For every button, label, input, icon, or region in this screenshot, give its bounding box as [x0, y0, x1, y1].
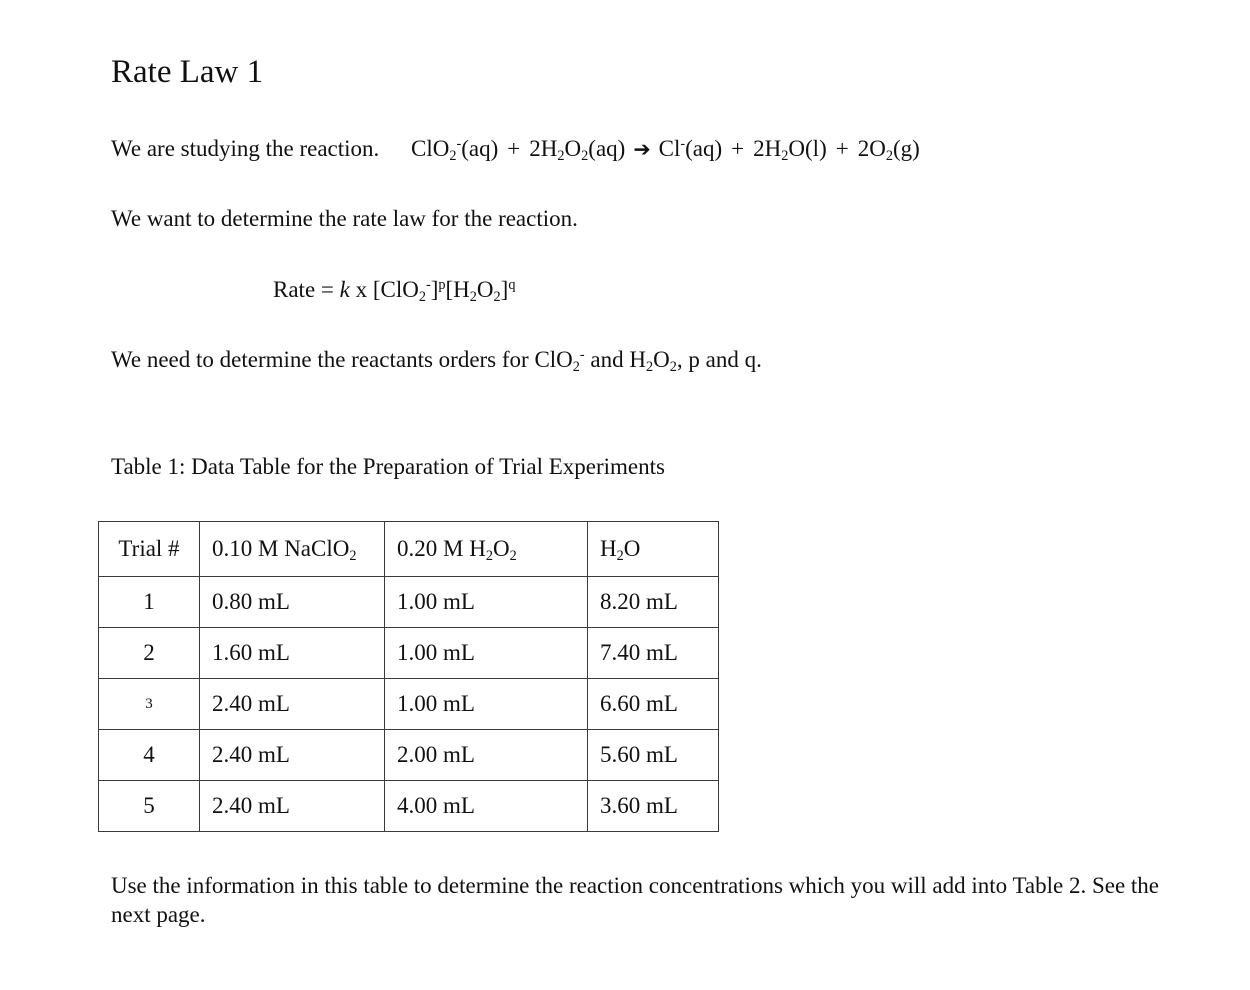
trial-number: 1 — [99, 577, 200, 628]
table-row — [99, 730, 719, 781]
goal-text: We want to determine the rate law for the reaction. — [111, 206, 578, 231]
h2o2-volume: 1.00 mL — [385, 628, 588, 679]
h2o2-volume: 1.00 mL — [385, 679, 588, 730]
table-header-row — [99, 522, 719, 577]
table-caption: Table 1: Data Table for the Preparation of Trial Experiments — [111, 454, 665, 479]
h2o2-volume: 1.00 mL — [385, 577, 588, 628]
water-volume: 8.20 mL — [588, 577, 719, 628]
trial-number: 4 — [99, 730, 200, 781]
page-title: Rate Law 1 — [111, 54, 264, 90]
water-volume: 6.60 mL — [588, 679, 719, 730]
trial-number: 3 — [99, 679, 200, 730]
naclo2-volume: 1.60 mL — [200, 628, 385, 679]
reaction-line — [111, 134, 920, 164]
naclo2-volume: 0.80 mL — [200, 577, 385, 628]
trial-data-table — [98, 521, 719, 832]
h2o2-volume: 2.00 mL — [385, 730, 588, 781]
water-volume: 5.60 mL — [588, 730, 719, 781]
table-row — [99, 628, 719, 679]
table-row — [99, 577, 719, 628]
header-trial: Trial # — [99, 522, 200, 577]
reaction-equation: $ClO_2^-(aq) + 2H_2O_2(aq)$ ➔ $Cl^-(aq) + 2H_2O(l) + 2O_2(g)$ — [411, 136, 920, 164]
footer-instructions: Use the information in this table to determine the reaction concentrations which you will add into Table 2. See the next page. — [111, 873, 1160, 927]
naclo2-volume: 2.40 mL — [200, 781, 385, 832]
naclo2-volume: 2.40 mL — [200, 679, 385, 730]
water-volume: 3.60 mL — [588, 781, 719, 832]
orders-sentence: We need to determine the reactants orders for ClO$_2$- and $H_2O_2$, p and q. — [111, 347, 762, 375]
header-h2o2: 0.20 M $H_2O_2$ — [385, 522, 588, 577]
table-row — [99, 781, 719, 832]
h2o2-volume: 4.00 mL — [385, 781, 588, 832]
water-volume: 7.40 mL — [588, 628, 719, 679]
table-row — [99, 679, 719, 730]
naclo2-volume: 2.40 mL — [200, 730, 385, 781]
trial-number: 2 — [99, 628, 200, 679]
rate-law-expression: Rate = k x $[ClO_2^-]^p[H_2O_2]^q$ — [273, 277, 516, 305]
header-water: $H_2O$ — [588, 522, 719, 577]
header-naclo2: 0.10 M NaClO$_2$ — [200, 522, 385, 577]
trial-number: 5 — [99, 781, 200, 832]
reaction-intro-text: We are studying the reaction. — [111, 136, 380, 161]
